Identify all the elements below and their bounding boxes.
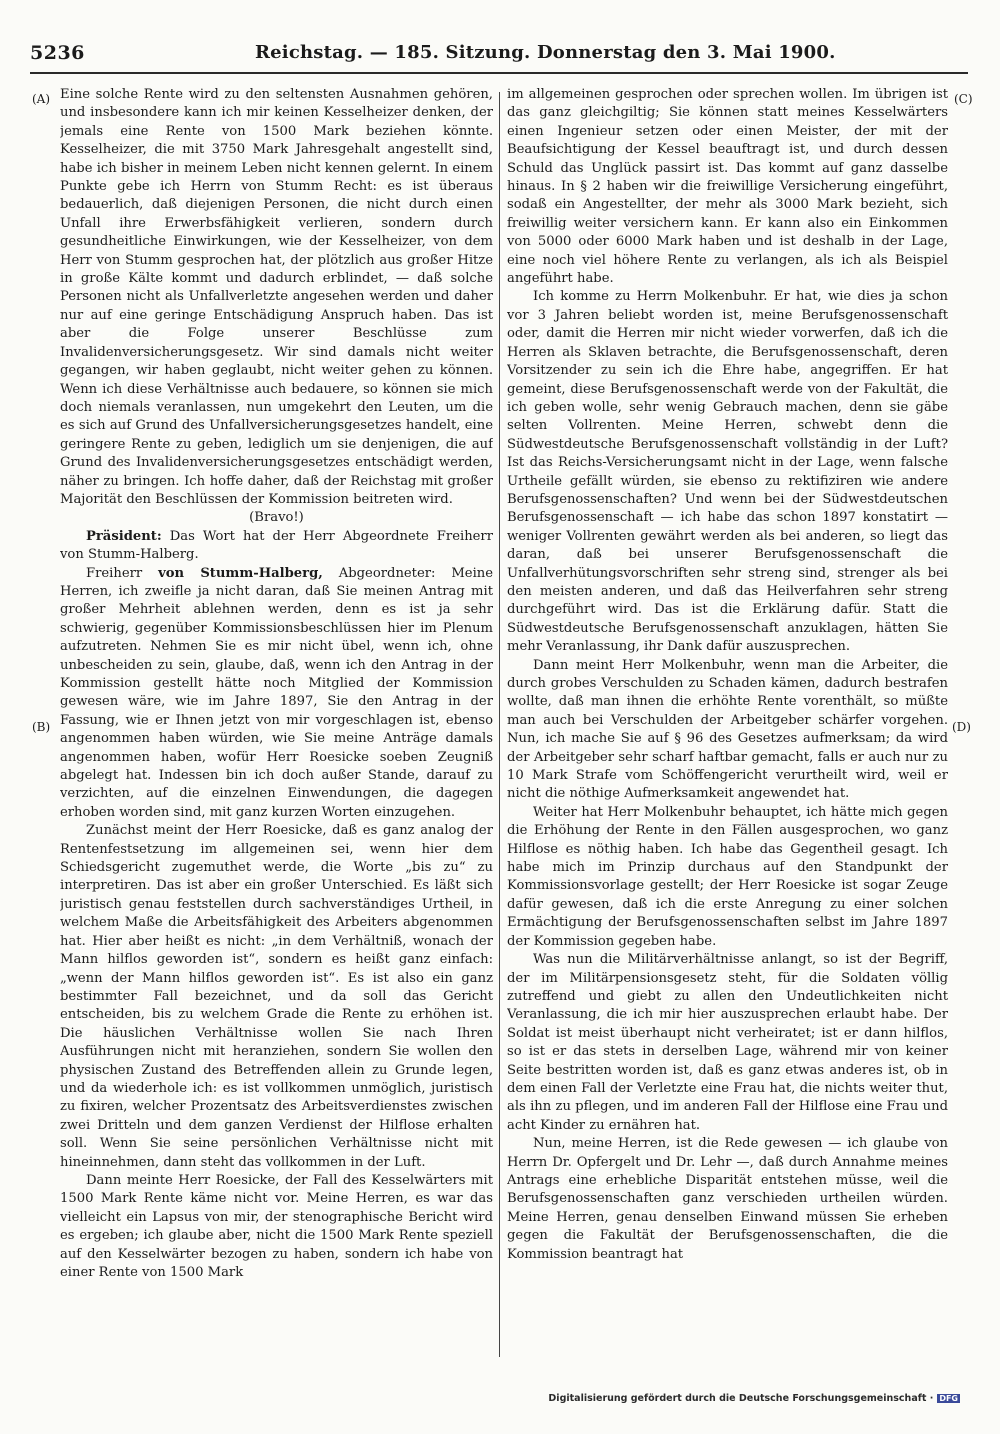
digitization-credit: [548, 1393, 960, 1404]
paragraph: Ich komme zu Herrn Molkenbuhr. Er hat, wie dies ja schon vor 3 Jahren beliebt worden ist, meine Berufsgenossenschaft oder, damit die Herren mir nicht wieder vorwerfen, daß ich die Herren als Sklaven betrachte, die Berufsgenossenschaft, deren Vorsitzender zu sein ich die Ehre habe, angegriffen. Er hat gemeint, diese Berufsgenossenschaft werde von der Fakultät, die ich geben wolle, sehr wenig Gebrauch machen, denn sie gäbe selten Vollrenten. Meine Herren, schwebt denn die Südwestdeutsche Berufsgenossenschaft vollständig in der Luft? Ist das Reichs-Versicherungsamt nicht in der Lage, wenn falsche Urtheile gefällt würden, sie ebenso zu rektifiziren wie andere Berufsgenossenschaften? Und wenn bei der Südwestdeutschen Berufsgenossenschaft — ich habe das schon 1897 konstatirt — weniger Vollrenten gewährt werden als bei anderen, so liegt das daran, daß bei unserer Berufsgenossenschaft die Unfallverhütungsvorschriften sehr streng sind, strenger als bei den meisten anderen, und daß das Heilverfahren sehr streng durchgeführt wird. Das ist die Erklärung dafür. Statt die Südwestdeutsche Berufsgenossenschaft anzuklagen, hätten Sie mehr Veranlassung, ihr Dank dafür auszusprechen.: [507, 289, 948, 655]
speaker-name: von Stumm-Halberg,: [158, 565, 323, 581]
credit-text: Digitalisierung gefördert durch die Deutsche Forschungsgemeinschaft ·: [548, 1393, 934, 1404]
margin-marker-c: (C): [954, 92, 973, 106]
paragraph: Nun, meine Herren, ist die Rede gewesen — ich glaube von Herrn Dr. Opfergelt und Dr. Lehr —, daß durch Annahme meines Antrags eine erhebliche Disparität entstehen müsse, weil die Berufsgenossenschaften ganz verschieden urtheilen würden. Meine Herren, genau denselben Einwand müssen Sie erheben gegen die Fakultät der Berufsgenossenschaften, die die Kommission beantragt hat: [507, 1136, 948, 1262]
paragraph: Zunächst meint der Herr Roesicke, daß es ganz analog der Rentenfestsetzung im allgemeinen sei, wenn hier dem Schiedsgericht zugemuthet werde, die Worte „bis zu“ zu interpretiren. Das ist aber ein großer Unterschied. Es läßt sich juristisch genau feststellen durch sachverständiges Urtheil, in welchem Maße die Arbeitsfähigkeit des Arbeiters abgenommen hat. Hier aber heißt es nicht: „in dem Verhältniß, wonach der Mann hilflos geworden ist“, sondern es heißt ganz einfach: „wenn der Mann hilflos geworden ist“. Es ist also ein ganz bestimmter Fall bezeichnet, und da soll das Gericht entscheiden, bis zu welchem Grade die Rente zu erhöhen ist. Die häuslichen Verhältnisse wollen Sie nach Ihren Ausführungen nicht mit heranziehen, sondern Sie wollen den physischen Zustand des Betreffenden allein zu Grunde legen, und da wiederhole ich: es ist vollkommen unmöglich, juristisch zu fixiren, welcher Prozentsatz des Arbeitsverdienstes zwischen zwei Dritteln und dem ganzen Verdienst der Hilflose erhalten soll. Wenn Sie seine persönlichen Verhältnisse nicht mit hineinnehmen, dann steht das vollkommen in der Luft.: [60, 823, 493, 1170]
margin-marker-b: (B): [32, 720, 51, 734]
margin-marker-d: (D): [952, 720, 971, 734]
right-column: [507, 86, 948, 1368]
left-column: [60, 86, 493, 1368]
page-number: 5236: [30, 42, 85, 64]
margin-marker-a: (A): [32, 92, 51, 106]
paragraph: Dann meint Herr Molkenbuhr, wenn man die Arbeiter, die durch grobes Verschulden zu Schaden kämen, dadurch bestrafen wollte, daß man ihnen die erhöhte Rente vorenthält, so müßte man auch bei Verschulden der Arbeitgeber schärfer vorgehen. Nun, ich mache Sie auf § 96 des Gesetzes aufmerksam; da wird der Arbeitgeber sehr scharf haftbar gemacht, falls er auch nur zu 10 Mark Strafe vom Schöffengericht verurtheilt wird, weil er nicht die nöthige Aufmerksamkeit angewendet hat.: [507, 657, 948, 802]
paragraph: Was nun die Militärverhältnisse anlangt, so ist der Begriff, der im Militärpensionsgesetz steht, für die Soldaten völlig zutreffend und giebt zu allen den Undeutlichkeiten nicht Veranlassung, die ich mir hier auszusprechen erlaubt habe. Der Soldat ist meist überhaupt nicht verheiratet; ist er dann hilflos, so ist er das stets in derselben Lage, während mir von keiner Seite bestritten worden ist, daß es ganz etwas anderes ist, ob in dem einen Fall der Verletzte eine Frau hat, die nichts weiter thut, als ihn zu pflegen, und im anderen Fall der Hilflose eine Frau und acht Kinder zu ernähren hat.: [507, 952, 948, 1133]
page-header: [30, 38, 968, 68]
applause-note: (Bravo!): [249, 510, 304, 526]
speaker-paragraph: [60, 565, 493, 823]
running-head: Reichstag. — 185. Sitzung. Donnerstag den 3. Mai 1900.: [255, 42, 836, 63]
paragraph: Weiter hat Herr Molkenbuhr behauptet, ich hätte mich gegen die Erhöhung der Rente in den Fällen ausgesprochen, wo ganz Hilflose es nöthig haben. Ich habe das Gegentheil gesagt. Ich habe mich im Prinzip durchaus auf den Standpunkt der Kommissionsvorlage gestellt; der Herr Roesicke ist sogar Zeuge dafür gewesen, daß ich die erste Anregung zu einer solchen Ermächtigung der Berufsgenossenschaften selbst im Jahre 1897 der Kommission gegeben habe.: [507, 804, 948, 949]
dfg-logo: DFG: [939, 1394, 958, 1403]
paragraph: Eine solche Rente wird zu den seltensten Ausnahmen gehören, und insbesondere kann ich mir keinen Kesselheizer denken, der jemals eine Rente von 1500 Mark beziehen könnte. Kesselheizer, die mit 3750 Mark Jahresgehalt angestellt sind, habe ich bisher in meinem Leben nicht kennen gelernt. In einem Punkte gebe ich Herrn von Stumm Recht: es ist überaus bedauerlich, daß diejenigen Personen, die nicht durch einen Unfall ihre Erwerbsfähigkeit verlieren, sondern durch gesundheitliche Einwirkungen, wie der Kesselheizer, von dem Herr von Stumm gesprochen hat, der plötzlich aus großer Hitze in große Kälte kommt und dadurch erblindet, — daß solche Personen nicht als Unfallverletzte angesehen werden und daher nur auf eine geringe Entschädigung Anspruch haben. Das ist aber die Folge unserer Beschlüsse zum Invalidenversicherungsgesetz. Wir sind damals nicht weiter gegangen, wir haben geglaubt, nicht weiter gehen zu können. Wenn ich diese Verhältnisse auch bedauere, so können sie mich doch niemals veranlassen, nun umgekehrt den Leuten, um die es sich auf Grund des Unfallversicherungsgesetzes handelt, eine geringere Rente zu geben, lediglich um sie denjenigen, die auf Grund des Invalidenversicherungsgesetzes entschädigt werden, näher zu bringen. Ich hoffe daher, daß der Reichstag mit großer Majorität den Beschlüssen der Kommission beitreten wird.: [60, 87, 493, 507]
speaker-text: Abgeordneter: Meine Herren, ich zweifle ja nicht daran, daß Sie meinen Antrag mit großer Mehrheit ablehnen werden, denn es ist ja sehr schwierig, gegenüber Kommissionsbeschlüssen hier im Plenum aufzutreten. Nehmen Sie es mir nicht übel, wenn ich, ohne unbescheiden zu sein, glaube, daß, wenn ich den Antrag in der Kommission gestellt hätte noch Mitglied der Kommission gewesen wäre, wie im Jahre 1897, Sie den Antrag in der Fassung, wie er Ihnen jetzt von mir vorgeschlagen ist, ebenso angenommen haben würden, wie Sie meine Anträge damals angenommen haben, wofür Herr Roesicke soeben Zeugniß abgelegt hat. Indessen bin ich doch außer Stande, darauf zu verzichten, auf die einzelnen Einwendungen, die dagegen erhoben worden sind, mit ganz kurzen Worten einzugehen.: [60, 565, 493, 820]
paragraph: Dann meinte Herr Roesicke, der Fall des Kesselwärters mit 1500 Mark Rente käme nicht vor. Meine Herren, es war das vielleicht ein Lapsus von mir, der stenographische Bericht wird es ergeben; ich glaube aber, nicht die 1500 Mark Rente speziell auf den Kesselwärter bezogen zu haben, sondern ich habe von einer Rente von 1500 Mark: [60, 1172, 493, 1280]
column-divider: [499, 92, 500, 1357]
speaker-name: Präsident:: [86, 528, 162, 544]
paragraph: im allgemeinen gesprochen oder sprechen wollen. Im übrigen ist das ganz gleichgiltig; Sie können statt meines Kesselwärters einen Ingenieur setzen oder einen Meister, der mit der Beaufsichtigung der Kessel beauftragt ist, und durch dessen Schuld das Unglück passirt ist. Das kommt auf ganz dasselbe hinaus. In § 2 haben wir die freiwillige Versicherung eingeführt, sodaß ein Angestellter, der mehr als 3000 Mark bezieht, sich freiwillig weiter versichern kann. Er kann also ein Einkommen von 5000 oder 6000 Mark haben und ist deshalb in der Lage, eine noch viel höhere Rente zu verlangen, als ich als Beispiel angeführt habe.: [507, 87, 948, 287]
speaker-paragraph: [60, 528, 493, 565]
speaker-text: Das Wort hat der Herr Abgeordnete Freiherr von Stumm-Halberg.: [60, 528, 493, 563]
speaker-title: Freiherr: [86, 565, 159, 581]
header-rule: [30, 72, 968, 74]
